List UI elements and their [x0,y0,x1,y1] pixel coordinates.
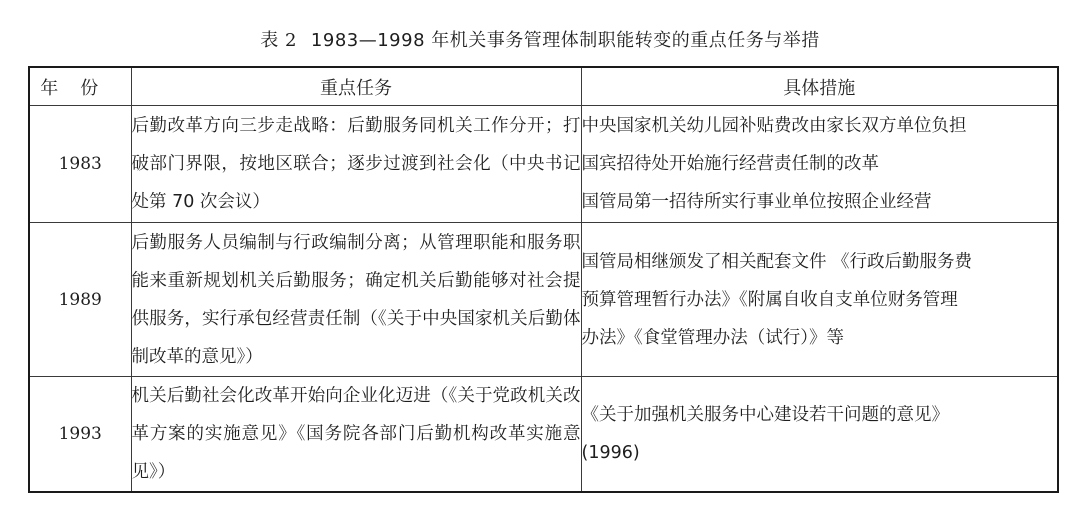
table-row [29,377,1058,493]
header-key-tasks: 重点任务 [131,67,581,106]
year-cell: 1993 [29,377,131,493]
task-text: 机关后勤社会化改革开始向企业化迈进（《关于党政机关改革方案的实施意见》《国务院各部门后勤机构改革实施意见》） [131,386,581,482]
measure-line: 预算管理暂行办法》《附属自收自支单位财务管理 [581,289,958,310]
year-cell: 1989 [29,223,131,377]
task-text: 后勤改革方向三步走战略：后勤服务同机关工作分开；打破部门界限，按地区联合；逐步过渡到社会化（中央书记处第 70 次会议） [131,116,581,212]
task-text: 后勤服务人员编制与行政编制分离；从管理职能和服务职能来重新规划机关后勤服务；确定机关后勤能够对社会提供服务，实行承包经营责任制（《关于中央国家机关后勤体制改革的意见》） [131,232,581,367]
header-year: 年份 [29,67,131,106]
measures-cell [581,223,1058,377]
task-cell [131,106,581,223]
task-cell [131,223,581,377]
table-title: 1983—1998 年机关事务管理体制职能转变的重点任务与举措 [310,30,820,51]
measure-line: 国管局第一招待所实行事业单位按照企业经营 [581,192,932,212]
table-row [29,223,1058,377]
header-measures: 具体措施 [581,67,1058,106]
measures-cell [581,106,1058,223]
measure-line: 国管局相继颁发了相关配套文件 《行政后勤服务费 [581,251,973,272]
table-number: 表 2 [260,30,297,51]
table-row [29,106,1058,223]
table-caption [0,26,1080,52]
year-cell: 1983 [29,106,131,223]
measure-line: (1996) [581,443,640,463]
table-header-row [29,67,1058,106]
measure-line: 办法》《食堂管理办法（试行）》等 [581,327,844,348]
measures-cell [581,377,1058,493]
measure-line: 国宾招待处开始施行经营责任制的改革 [581,154,879,174]
reform-tasks-table [28,66,1059,493]
measure-line: 中央国家机关幼儿园补贴费改由家长双方单位负担 [581,116,967,136]
measure-line: 《关于加强机关服务中心建设若干问题的意见》 [581,405,949,425]
task-cell [131,377,581,493]
